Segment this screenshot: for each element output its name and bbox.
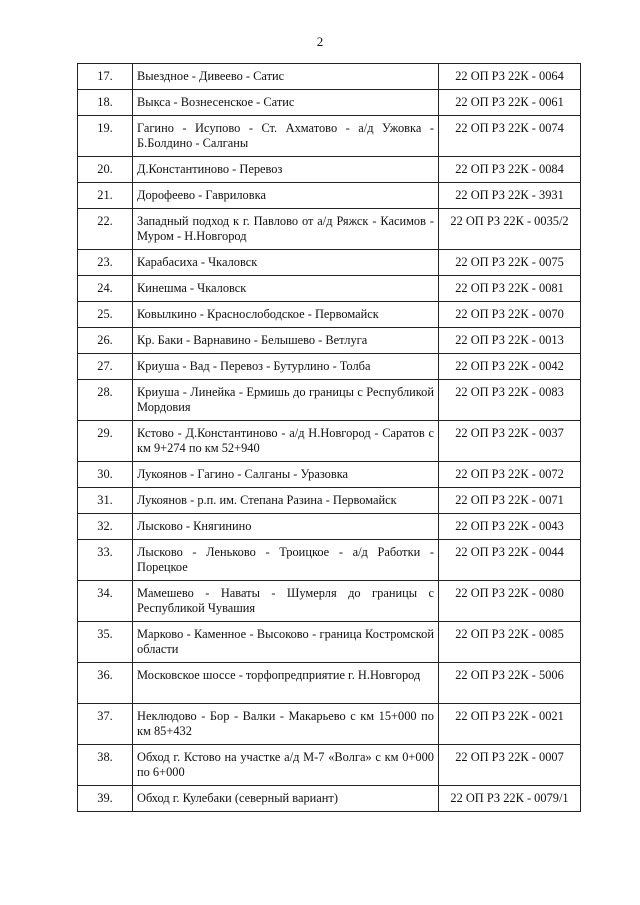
road-code-cell: 22 ОП РЗ 22К - 0007 xyxy=(439,745,581,786)
road-code-cell: 22 ОП РЗ 22К - 0021 xyxy=(439,704,581,745)
table-row xyxy=(78,354,581,380)
row-number-cell: 32. xyxy=(78,514,133,540)
row-number-cell: 24. xyxy=(78,276,133,302)
table-row xyxy=(78,116,581,157)
road-name-cell: Мамешево - Наваты - Шумерля до границы с Республикой Чувашия xyxy=(133,581,439,622)
table-row xyxy=(78,421,581,462)
row-number-cell: 30. xyxy=(78,462,133,488)
table-row xyxy=(78,514,581,540)
road-name-cell: Западный подход к г. Павлово от а/д Ряжск - Касимов - Муром - Н.Новгород xyxy=(133,209,439,250)
table-row xyxy=(78,183,581,209)
row-number-cell: 33. xyxy=(78,540,133,581)
road-name-cell: Лукоянов - Гагино - Салганы - Уразовка xyxy=(133,462,439,488)
road-code-cell: 22 ОП РЗ 22К - 0013 xyxy=(439,328,581,354)
table-row xyxy=(78,540,581,581)
road-code-cell: 22 ОП РЗ 22К - 0043 xyxy=(439,514,581,540)
road-code-cell: 22 ОП РЗ 22К - 0081 xyxy=(439,276,581,302)
road-code-cell: 22 ОП РЗ 22К - 0079/1 xyxy=(439,786,581,812)
row-number-cell: 31. xyxy=(78,488,133,514)
table-row xyxy=(78,380,581,421)
table-row xyxy=(78,276,581,302)
table-row xyxy=(78,663,581,704)
row-number-cell: 34. xyxy=(78,581,133,622)
row-number-cell: 19. xyxy=(78,116,133,157)
row-number-cell: 36. xyxy=(78,663,133,704)
road-name-cell: Лысково - Княгинино xyxy=(133,514,439,540)
row-number-cell: 21. xyxy=(78,183,133,209)
road-name-cell: Лукоянов - р.п. им. Степана Разина - Первомайск xyxy=(133,488,439,514)
table-row xyxy=(78,90,581,116)
table-row xyxy=(78,250,581,276)
road-name-cell: Кр. Баки - Варнавино - Белышево - Ветлуга xyxy=(133,328,439,354)
table-row xyxy=(78,302,581,328)
road-code-cell: 22 ОП РЗ 22К - 0064 xyxy=(439,64,581,90)
road-code-cell: 22 ОП РЗ 22К - 0044 xyxy=(439,540,581,581)
road-name-cell: Ковылкино - Краснослободское - Первомайск xyxy=(133,302,439,328)
table-row xyxy=(78,328,581,354)
row-number-cell: 39. xyxy=(78,786,133,812)
road-code-cell: 22 ОП РЗ 22К - 0061 xyxy=(439,90,581,116)
table-row xyxy=(78,462,581,488)
road-code-cell: 22 ОП РЗ 22К - 0083 xyxy=(439,380,581,421)
row-number-cell: 20. xyxy=(78,157,133,183)
row-number-cell: 18. xyxy=(78,90,133,116)
row-number-cell: 27. xyxy=(78,354,133,380)
row-number-cell: 28. xyxy=(78,380,133,421)
road-code-cell: 22 ОП РЗ 22К - 0084 xyxy=(439,157,581,183)
roads-table xyxy=(77,63,581,812)
road-name-cell: Лысково - Леньково - Троицкое - а/д Работки - Порецкое xyxy=(133,540,439,581)
row-number-cell: 23. xyxy=(78,250,133,276)
road-code-cell: 22 ОП РЗ 22К - 0074 xyxy=(439,116,581,157)
table-row xyxy=(78,704,581,745)
table-row xyxy=(78,488,581,514)
page-number: 2 xyxy=(316,34,324,49)
road-code-cell: 22 ОП РЗ 22К - 0037 xyxy=(439,421,581,462)
table-row xyxy=(78,745,581,786)
table-row xyxy=(78,581,581,622)
road-name-cell: Обход г. Кулебаки (северный вариант) xyxy=(133,786,439,812)
road-name-cell: Московское шоссе - торфопредприятие г. Н.Новгород xyxy=(133,663,439,704)
table-row xyxy=(78,64,581,90)
road-name-cell: Кинешма - Чкаловск xyxy=(133,276,439,302)
row-number-cell: 22. xyxy=(78,209,133,250)
road-name-cell: Криуша - Линейка - Ермишь до границы с Республикой Мордовия xyxy=(133,380,439,421)
road-code-cell: 22 ОП РЗ 22К - 5006 xyxy=(439,663,581,704)
road-name-cell: Гагино - Исупово - Ст. Ахматово - а/д Ужовка - Б.Болдино - Салганы xyxy=(133,116,439,157)
road-code-cell: 22 ОП РЗ 22К - 0085 xyxy=(439,622,581,663)
road-code-cell: 22 ОП РЗ 22К - 0080 xyxy=(439,581,581,622)
road-code-cell: 22 ОП РЗ 22К - 0042 xyxy=(439,354,581,380)
road-name-cell: Выкса - Вознесенское - Сатис xyxy=(133,90,439,116)
road-code-cell: 22 ОП РЗ 22К - 0035/2 xyxy=(439,209,581,250)
road-code-cell: 22 ОП РЗ 22К - 0072 xyxy=(439,462,581,488)
road-code-cell: 22 ОП РЗ 22К - 3931 xyxy=(439,183,581,209)
road-name-cell: Карабасиха - Чкаловск xyxy=(133,250,439,276)
road-name-cell: Выездное - Дивеево - Сатис xyxy=(133,64,439,90)
row-number-cell: 37. xyxy=(78,704,133,745)
table-row xyxy=(78,622,581,663)
table-row xyxy=(78,157,581,183)
road-name-cell: Д.Константиново - Перевоз xyxy=(133,157,439,183)
row-number-cell: 25. xyxy=(78,302,133,328)
road-name-cell: Марково - Каменное - Высоково - граница Костромской области xyxy=(133,622,439,663)
row-number-cell: 17. xyxy=(78,64,133,90)
table-row xyxy=(78,786,581,812)
road-code-cell: 22 ОП РЗ 22К - 0070 xyxy=(439,302,581,328)
row-number-cell: 35. xyxy=(78,622,133,663)
road-code-cell: 22 ОП РЗ 22К - 0071 xyxy=(439,488,581,514)
row-number-cell: 26. xyxy=(78,328,133,354)
road-name-cell: Обход г. Кстово на участке а/д М-7 «Волга» с км 0+000 по 6+000 xyxy=(133,745,439,786)
roads-table-body xyxy=(78,64,581,812)
row-number-cell: 38. xyxy=(78,745,133,786)
table-row xyxy=(78,209,581,250)
road-name-cell: Криуша - Вад - Перевоз - Бутурлино - Толба xyxy=(133,354,439,380)
row-number-cell: 29. xyxy=(78,421,133,462)
road-name-cell: Дорофеево - Гавриловка xyxy=(133,183,439,209)
road-code-cell: 22 ОП РЗ 22К - 0075 xyxy=(439,250,581,276)
road-name-cell: Кстово - Д.Константиново - а/д Н.Новгород - Саратов с км 9+274 по км 52+940 xyxy=(133,421,439,462)
road-name-cell: Неклюдово - Бор - Валки - Макарьево с км 15+000 по км 85+432 xyxy=(133,704,439,745)
